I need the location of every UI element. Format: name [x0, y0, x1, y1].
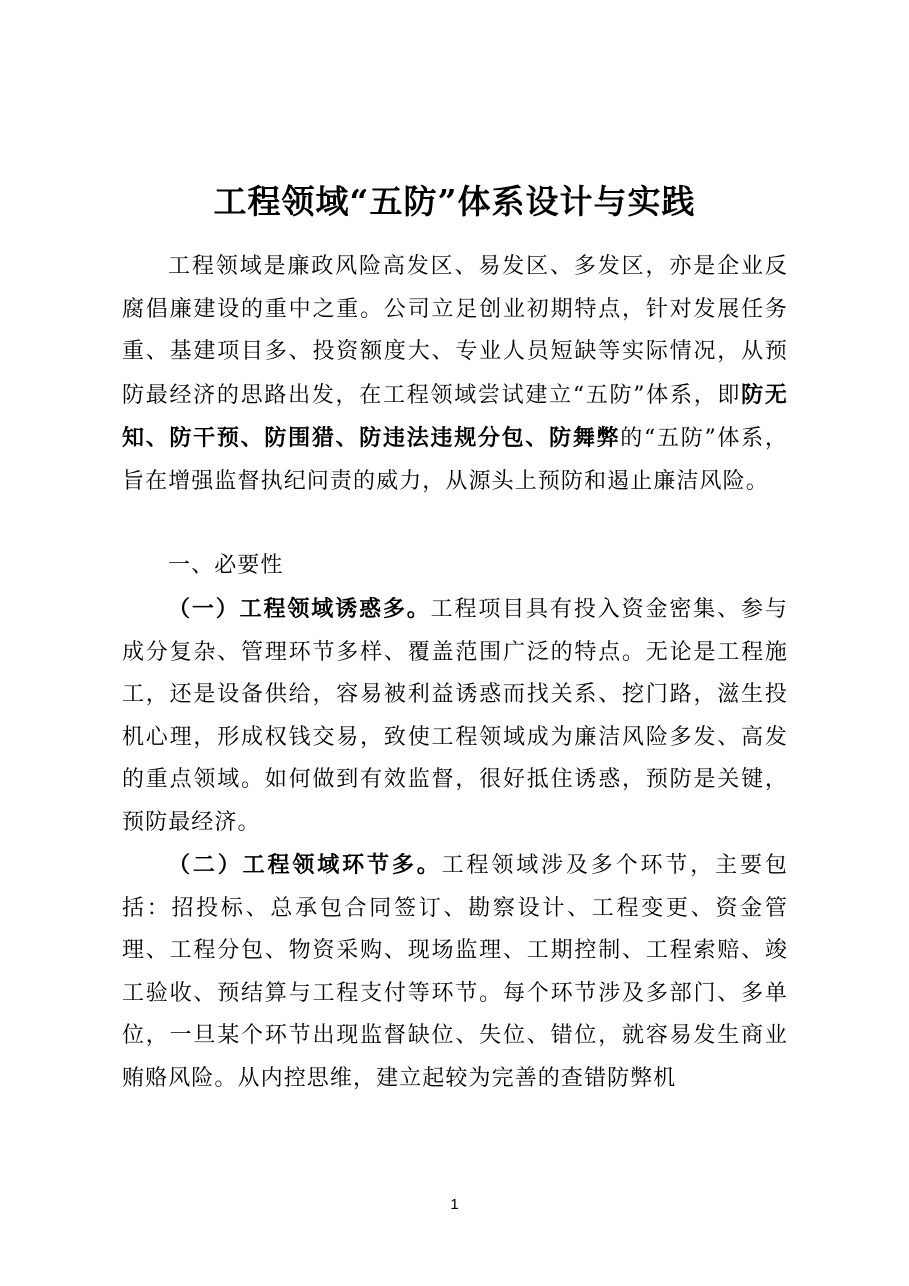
intro-text: 工程领域是廉政风险高发区、易发区、多发区，亦是企业反腐倡廉建设的重中之重。公司立足创业初期特点，针对发展任务重、基建项目多、投资额度大、专业人员短缺等实际情况，从预防最经济的思路出发，在工程领域尝试建立“五防”体系，即	[122, 254, 788, 408]
subsection-2-heading: （二）工程领域环节多。	[168, 852, 442, 878]
page-number: 1	[450, 1196, 459, 1213]
subsection-1-paragraph	[122, 588, 788, 845]
intro-outro-text: 的“五防”体系，旨在增强监督执纪问责的威力，从源头上预防和遏止廉洁风险。	[122, 426, 788, 494]
intro-paragraph	[122, 246, 788, 504]
section-heading-necessity: 一、必要性	[168, 553, 284, 578]
subsection-1-heading: （一）工程领域诱惑多。	[168, 596, 431, 622]
five-prevention-list: 防无知、防干预、防围猎、防违法违规分包、防舞弊	[122, 381, 789, 452]
subsection-2-text: 工程领域涉及多个环节，主要包括：招投标、总承包合同签订、勘察设计、工程变更、资金管理、工程分包、物资采购、现场监理、工期控制、工程索赔、竣工验收、预结算与工程支付等环节。每个环节涉及多部门、多单位，一旦某个环节出现监督缺位、失位、错位，就容易发生商业贿赂风险。从内控思维，建立起较为完善的查错防弊机	[122, 853, 788, 1091]
page-title: 工程领域“五防”体系设计与实践	[213, 182, 696, 222]
subsection-1-text: 工程项目具有投入资金密集、参与成分复杂、管理环节多样、覆盖范围广泛的特点。无论是工程施工，还是设备供给，容易被利益诱惑而找关系、挖门路，滋生投机心理，形成权钱交易，致使工程领域成为廉洁风险多发、高发的重点领域。如何做到有效监督，很好抵住诱惑，预防是关键，预防最经济。	[122, 597, 788, 835]
subsection-2-paragraph	[122, 844, 788, 1101]
